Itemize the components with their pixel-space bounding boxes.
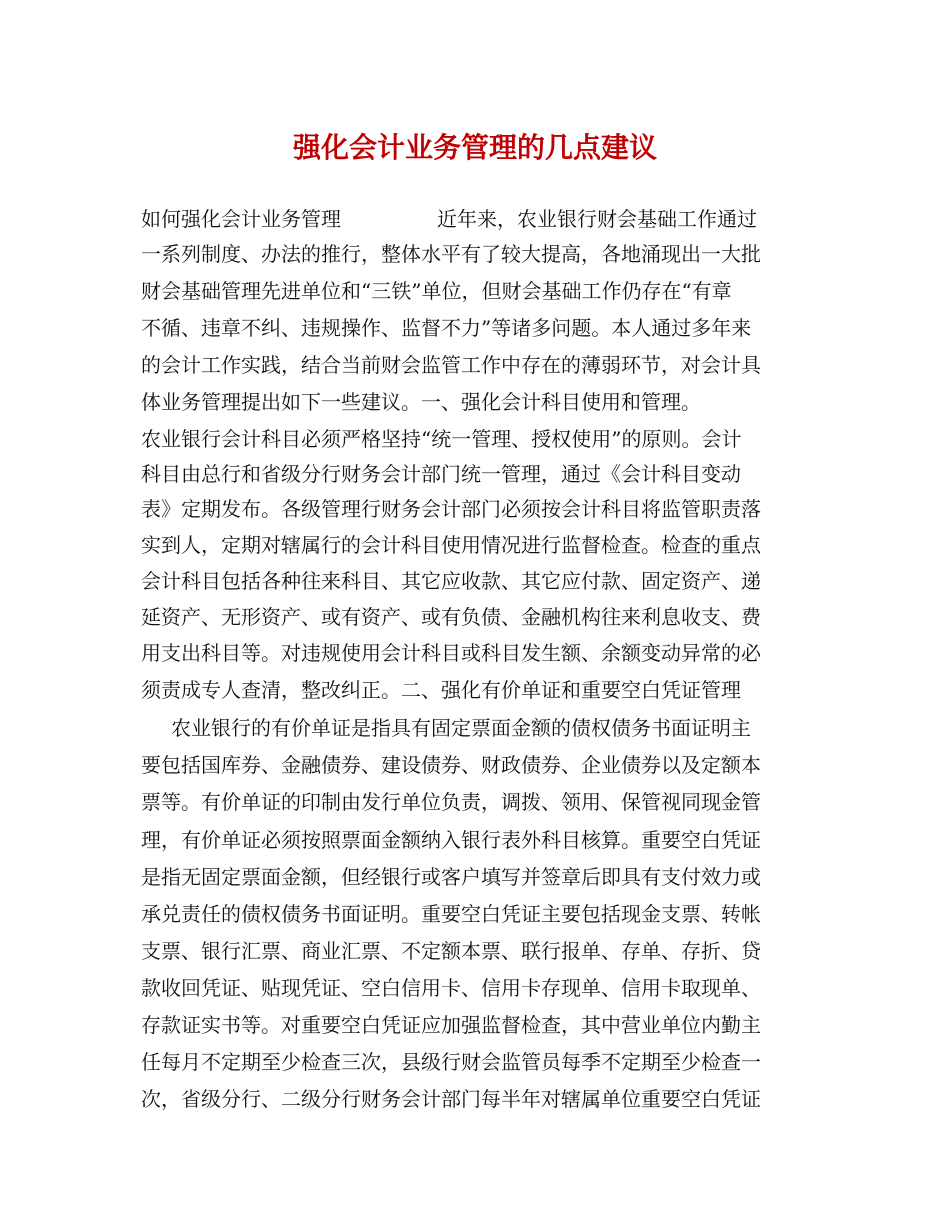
body-line: 的会计工作实践，结合当前财会监管工作中存在的薄弱环节，对会计具 — [141, 353, 761, 377]
body-line: 体业务管理提出如下一些建议。一、强化会计科目使用和管理。 — [141, 390, 701, 414]
body-line: 不循、违章不纠、违规操作、监督不力”等诸多问题。本人通过多年来 — [141, 316, 752, 340]
body-line: 理，有价单证必须按照票面金额纳入银行表外科目核算。重要空白凭证 — [141, 828, 761, 852]
intro-text: 近年来，农业银行财会基础工作通过 — [437, 207, 757, 231]
body-line: 科目由总行和省级分行财务会计部门统一管理，通过《会计科目变动 — [141, 462, 741, 486]
body-line: 农业银行会计科目必须严格坚持“统一管理、授权使用”的原则。会计 — [141, 427, 742, 451]
body-line: 要包括国库券、金融债券、建设债券、财政债券、企业债券以及定额本 — [141, 753, 761, 777]
intro-label: 如何强化会计业务管理 — [141, 207, 341, 231]
intro-line — [141, 205, 811, 233]
body-line: 存款证实书等。对重要空白凭证应加强监督检查，其中营业单位内勤主 — [141, 1013, 761, 1037]
body-line: 延资产、无形资产、或有资产、或有负债、金融机构往来利息收支、费 — [141, 605, 761, 629]
body-line — [141, 714, 811, 742]
body-line: 一系列制度、办法的推行，整体水平有了较大提高，各地涌现出一大批 — [141, 242, 761, 266]
body-line: 次，省级分行、二级分行财务会计部门每半年对辖属单位重要空白凭证 — [141, 1087, 761, 1111]
body-line: 支票、银行汇票、商业汇票、不定额本票、联行报单、存单、存折、贷 — [141, 939, 761, 963]
body-line: 实到人，定期对辖属行的会计科目使用情况进行监督检查。检查的重点 — [141, 533, 761, 557]
body-line: 任每月不定期至少检查三次，县级行财会监管员每季不定期至少检查一 — [141, 1050, 761, 1074]
body-line: 表》定期发布。各级管理行财务会计部门必须按会计科目将监管职责落 — [141, 497, 761, 521]
body-line: 是指无固定票面金额，但经银行或客户填写并签章后即具有支付效力或 — [141, 865, 761, 889]
body-line: 款收回凭证、贴现凭证、空白信用卡、信用卡存现单、信用卡取现单、 — [141, 976, 761, 1000]
body-line: 承兑责任的债权债务书面证明。重要空白凭证主要包括现金支票、转帐 — [141, 902, 761, 926]
document-title: 强化会计业务管理的几点建议 — [292, 131, 657, 164]
body-line: 财会基础管理先进单位和“三铁”单位，但财会基础工作仍存在“有章 — [141, 279, 732, 303]
body-line: 票等。有价单证的印制由发行单位负责，调拨、领用、保管视同现金管 — [141, 790, 761, 814]
body-line: 会计科目包括各种往来科目、其它应收款、其它应付款、固定资产、递 — [141, 569, 761, 593]
paragraph-start: 农业银行的有价单证是指具有固定票面金额的债权债务书面证明主 — [171, 716, 751, 740]
body-line: 用支出科目等。对违规使用会计科目或科目发生额、余额变动异常的必 — [141, 641, 761, 665]
body-line: 须责成专人查清，整改纠正。二、强化有价单证和重要空白凭证管理 — [141, 678, 741, 702]
